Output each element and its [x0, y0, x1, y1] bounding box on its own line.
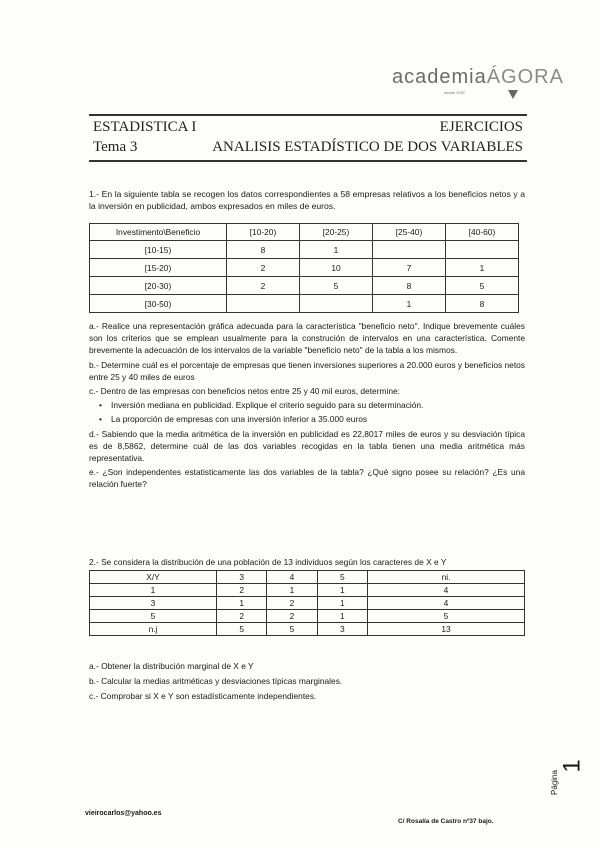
table-row — [90, 610, 525, 623]
table-header-row — [90, 571, 525, 584]
logo-tagline: desde 1992 — [444, 90, 465, 95]
table-cell — [300, 295, 373, 313]
page-title: ANALISIS ESTADÍSTICO DE DOS VARIABLES — [212, 139, 523, 155]
table-cell: 2 — [267, 610, 317, 623]
table-cell: 5 — [267, 623, 317, 636]
table-cell: 2 — [227, 277, 300, 295]
page-label: Página — [549, 770, 559, 795]
kind-title: EJERCICIOS — [439, 119, 523, 135]
table-row — [90, 241, 519, 259]
item-d: d.- Sabiendo que la media aritmética de la inversión en publicidad es 22,8017 miles de euros y su desviación típica es de 8,5862, determine cuál de las dos variables recogidas en la tabla tienen una media aritmética más representativa. — [89, 428, 525, 464]
table-cell: 1 — [300, 241, 373, 259]
footer-address: C/ Rosalía de Castro nº37 bajo. — [398, 818, 494, 825]
page-number: 1 — [558, 759, 586, 773]
question-1-items — [89, 320, 525, 491]
triangle-icon — [508, 90, 518, 99]
table-cell — [446, 241, 519, 259]
table-cell: 1 — [217, 597, 267, 610]
table-cell: 1 — [317, 597, 367, 610]
item-c: c.- Dentro de las empresas con beneficios netos entre 25 y 40 mil euros, determine: — [89, 386, 400, 397]
document-header — [89, 114, 527, 162]
question-2-text: 2.- Se considera la distribución de una población de 13 individuos según los caracteres de X e Y — [89, 557, 447, 567]
table-row — [90, 277, 519, 295]
table-cell: [20-30) — [90, 277, 227, 295]
item-c: c.- Comprobar si X e Y son estadísticamente independientes. — [89, 691, 317, 701]
table-header-cell: X/Y — [90, 571, 217, 584]
item-e: e.- ¿Son independentes estatisticamente las dos variables de la tabla? ¿Qué signo posee su relación? ¿Es una relación fuerte? — [89, 467, 525, 490]
table-cell: 1 — [373, 295, 446, 313]
table-cell: [30-50) — [90, 295, 227, 313]
item-c-bullet: • Inversión mediana en publicidad. Explique el criterio seguido para su determinación. — [89, 399, 525, 411]
table-cell: 1 — [446, 259, 519, 277]
table-cell: 5 — [90, 610, 217, 623]
table-header-cell: 4 — [267, 571, 317, 584]
table-cell: 2 — [217, 610, 267, 623]
table-cell: 8 — [373, 277, 446, 295]
table-header-cell: [40-60) — [446, 224, 519, 241]
table-header-cell: 5 — [317, 571, 367, 584]
table-header-cell: [25-40) — [373, 224, 446, 241]
table-cell: 1 — [90, 584, 217, 597]
table-cell: 2 — [227, 259, 300, 277]
question-1-intro — [89, 188, 525, 213]
page-number-block — [546, 752, 586, 798]
item-c-bullet: • La proporción de empresas con una inversión inferior a 35.000 euros — [89, 413, 525, 425]
academia-agora-logo — [392, 66, 564, 110]
table-cell: 1 — [317, 610, 367, 623]
table-cell: 3 — [317, 623, 367, 636]
table-cell: 5 — [300, 277, 373, 295]
table-cell: 5 — [368, 610, 525, 623]
table-cell: 4 — [368, 584, 525, 597]
table-cell: 1 — [317, 584, 367, 597]
item-b: b.- Determine cuál es el porcentaje de empresas que tienen inversiones superiores a 20.000 euros y beneficios netos entre 25 y 40 miles de euros — [89, 359, 525, 382]
table-row — [90, 597, 525, 610]
item-a: a.- Obtener la distribución marginal de X e Y — [89, 661, 254, 671]
table-header-cell: ni. — [368, 571, 525, 584]
table-header-row — [90, 224, 519, 241]
table-cell: 2 — [267, 597, 317, 610]
table-cell: 5 — [446, 277, 519, 295]
table-cell: 1 — [267, 584, 317, 597]
table-row — [90, 259, 519, 277]
table-cell: [10-15) — [90, 241, 227, 259]
question-2-items — [89, 659, 525, 704]
table-row — [90, 584, 525, 597]
table-cell: 4 — [368, 597, 525, 610]
table-cell: n.j — [90, 623, 217, 636]
table-cell: 2 — [217, 584, 267, 597]
table-cell: 5 — [217, 623, 267, 636]
table-header-cell: 3 — [217, 571, 267, 584]
table-cell — [227, 295, 300, 313]
data-table-1 — [89, 223, 519, 313]
table-cell: 13 — [368, 623, 525, 636]
logo-text-brand: ÁGORA — [486, 66, 564, 88]
subject-title: ESTADISTICA I — [93, 119, 197, 135]
table-cell: [15-20) — [90, 259, 227, 277]
data-table-2 — [89, 570, 525, 636]
table-cell: 10 — [300, 259, 373, 277]
item-a: a.- Realice una representación gráfica adecuada para la característica "beneficio neto". Indique brevemente cuáles son los criterios que se emplean usualmente para la construción de intervalos en una característica. Comente brevemente la adecuación de los intervalos de la variable "beneficio neto" de la tabla a los mismos. — [89, 321, 525, 356]
item-b: b.- Calcular la medias aritméticas y desviaciones típicas marginales. — [89, 676, 343, 686]
table-row — [90, 295, 519, 313]
table-cell: 3 — [90, 597, 217, 610]
table-row — [90, 623, 525, 636]
table-cell: 8 — [446, 295, 519, 313]
logo-text-main: academia — [392, 66, 487, 88]
table-cell: 7 — [373, 259, 446, 277]
table-cell: 8 — [227, 241, 300, 259]
table-header-cell: [10-20) — [227, 224, 300, 241]
table-header-cell: Investimento\Beneficio — [90, 224, 227, 241]
topic-title: Tema 3 — [93, 139, 138, 155]
table-cell — [373, 241, 446, 259]
question-1-text: 1.- En la siguiente tabla se recogen los datos correspondientes a 58 empresas relativos a los beneficios netos y a la inversión en publicidad, ambos expresados en miles de euros. — [89, 189, 525, 212]
table-header-cell: [20-25) — [300, 224, 373, 241]
footer-email: vieirocarlos@yahoo.es — [85, 810, 162, 817]
